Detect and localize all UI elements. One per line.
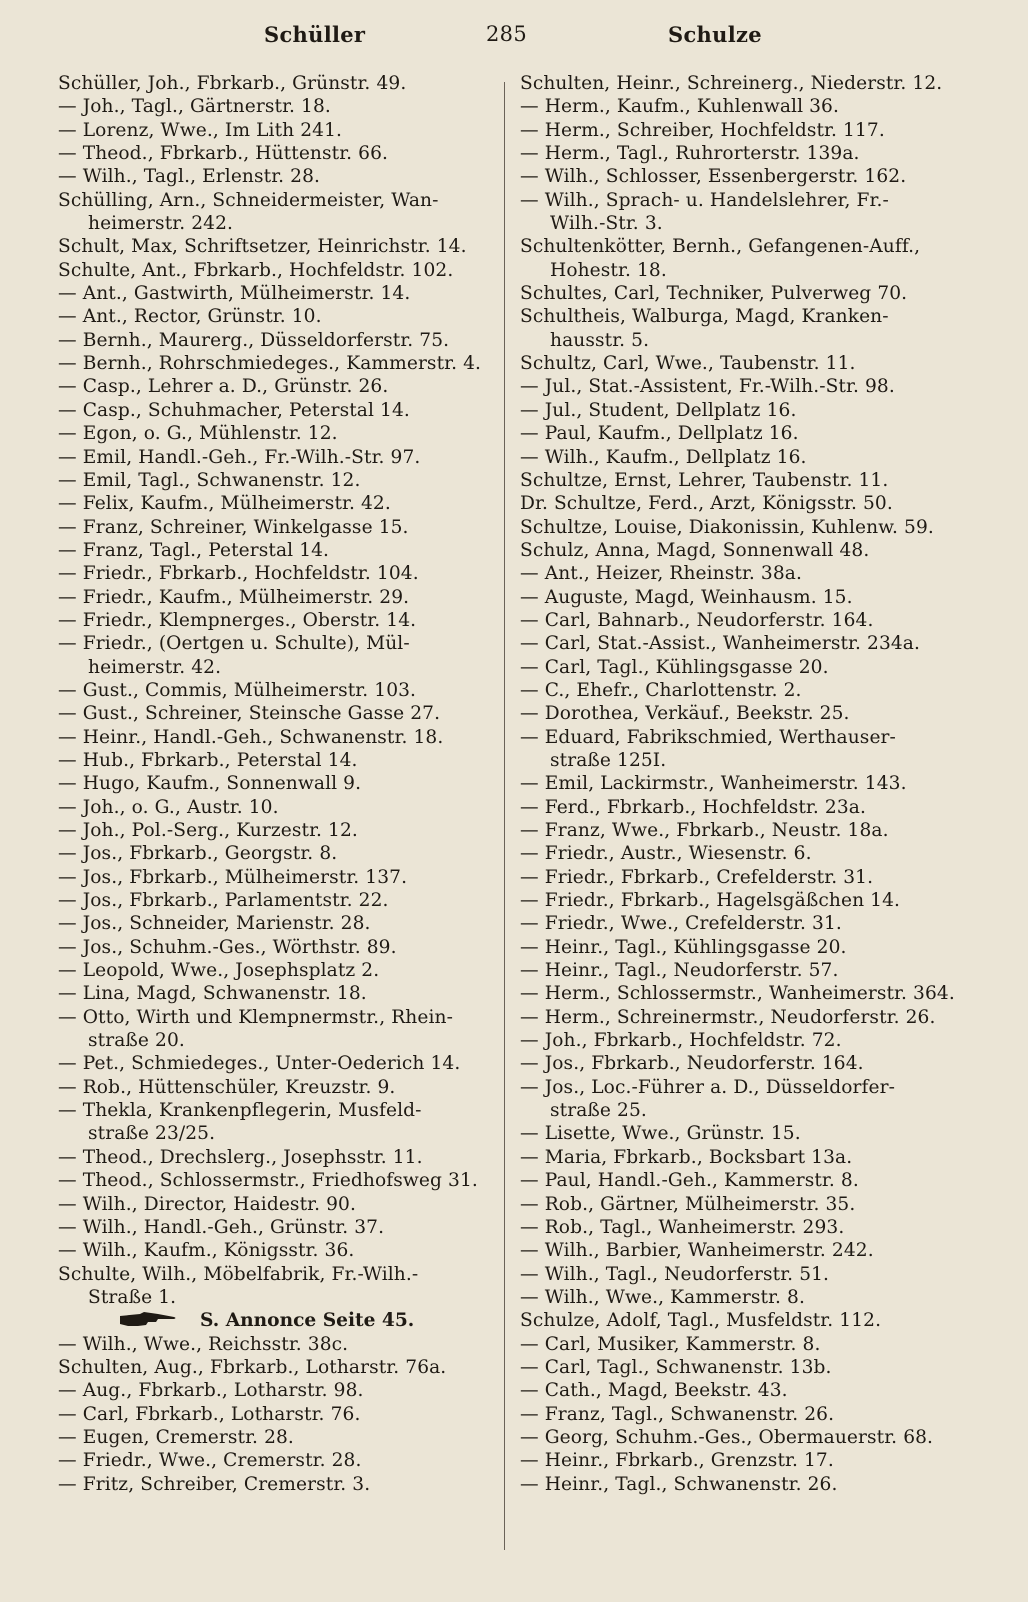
- directory-entry: — Theod., Fbrkarb., Hüttenstr. 66.: [58, 143, 389, 165]
- directory-entry: — Jos., Fbrkarb., Mülheimerstr. 137.: [58, 866, 408, 888]
- directory-entry: — Jos., Fbrkarb., Neudorferstr. 164.: [520, 1053, 864, 1075]
- directory-entry: — Paul, Handl.-Geh., Kammerstr. 8.: [520, 1170, 859, 1192]
- directory-entry: — Jul., Stat.-Assistent, Fr.-Wilh.-Str. 98.: [520, 376, 895, 398]
- directory-entry: — Friedr., Wwe., Crefelderstr. 31.: [520, 913, 842, 935]
- directory-entry: — Rob., Hüttenschüler, Kreuzstr. 9.: [58, 1076, 396, 1098]
- directory-entry-continuation: straße 25.: [550, 1100, 647, 1122]
- directory-entry: — Carl, Tagl., Schwanenstr. 13b.: [520, 1356, 832, 1378]
- directory-entry: — Jos., Fbrkarb., Georgstr. 8.: [58, 843, 338, 865]
- directory-entry: — Friedr., Fbrkarb., Crefelderstr. 31.: [520, 866, 874, 888]
- directory-entry: — Otto, Wirth und Klempnermstr., Rhein-: [58, 1006, 453, 1028]
- directory-entry: — Friedr., Wwe., Cremerstr. 28.: [58, 1450, 362, 1472]
- directory-entry: Schultz, Carl, Wwe., Taubenstr. 11.: [520, 353, 856, 375]
- directory-entry: — Theod., Drechslerg., Josephsstr. 11.: [58, 1146, 423, 1168]
- directory-entry: Schultze, Louise, Diakonissin, Kuhlenw. 59.: [520, 516, 934, 538]
- directory-entry: Schultze, Ernst, Lehrer, Taubenstr. 11.: [520, 469, 889, 491]
- directory-entry: — Wilh., Schlosser, Essenbergerstr. 162.: [520, 166, 907, 188]
- directory-entry: — Casp., Lehrer a. D., Grünstr. 26.: [58, 376, 389, 398]
- directory-entry: — Ant., Heizer, Rheinstr. 38a.: [520, 563, 802, 585]
- directory-entry: — Theod., Schlossermstr., Friedhofsweg 31.: [58, 1170, 478, 1192]
- annonce-text: S. Annonce Seite 45.: [200, 1310, 415, 1332]
- directory-entry: — Ant., Rector, Grünstr. 10.: [58, 306, 322, 328]
- right-column: [520, 72, 980, 1572]
- directory-entry: — Herm., Schlossermstr., Wanheimerstr. 364.: [520, 983, 955, 1005]
- directory-entry: — Egon, o. G., Mühlenstr. 12.: [58, 423, 338, 445]
- directory-entry: — Wilh., Director, Haidestr. 90.: [58, 1193, 356, 1215]
- left-column: [58, 72, 508, 1572]
- page-number: 285: [486, 22, 527, 46]
- directory-entry: — Eduard, Fabrikschmied, Werthauser-: [520, 726, 896, 748]
- page-header: [0, 22, 1028, 62]
- directory-entry: Schultenkötter, Bernh., Gefangenen-Auff.,: [520, 236, 921, 258]
- directory-entry: — Fritz, Schreiber, Cremerstr. 3.: [58, 1473, 371, 1495]
- directory-entry: — Lorenz, Wwe., Im Lith 241.: [58, 119, 343, 141]
- directory-entry: — Wilh., Sprach- u. Handelslehrer, Fr.-: [520, 189, 889, 211]
- directory-entry: — Friedr., (Oertgen u. Schulte), Mül-: [58, 633, 410, 655]
- header-right-keyword: Schulze: [668, 22, 762, 47]
- directory-entry: — Wilh., Tagl., Erlenstr. 28.: [58, 166, 321, 188]
- header-left-keyword: Schüller: [264, 22, 366, 47]
- directory-entry: — Emil, Handl.-Geh., Fr.-Wilh.-Str. 97.: [58, 446, 421, 468]
- directory-entry: Schülling, Arn., Schneidermeister, Wan-: [58, 189, 439, 211]
- directory-entry-continuation: straße 23/25.: [88, 1123, 216, 1145]
- directory-entry: — Paul, Kaufm., Dellplatz 16.: [520, 423, 799, 445]
- directory-entry-continuation: heimerstr. 242.: [88, 213, 234, 235]
- directory-entry: — Aug., Fbrkarb., Lotharstr. 98.: [58, 1380, 364, 1402]
- directory-entry: — Auguste, Magd, Weinhausm. 15.: [520, 586, 853, 608]
- directory-entry-continuation: Straße 1.: [88, 1286, 177, 1308]
- directory-entry: — Friedr., Fbrkarb., Hochfeldstr. 104.: [58, 563, 419, 585]
- directory-entry: — Wilh., Wwe., Kammerstr. 8.: [520, 1286, 806, 1308]
- directory-entry: — Bernh., Rohrschmiedeges., Kammerstr. 4.: [58, 353, 482, 375]
- directory-entry: — C., Ehefr., Charlottenstr. 2.: [520, 679, 802, 701]
- directory-entry: Schulten, Aug., Fbrkarb., Lotharstr. 76a.: [58, 1356, 447, 1378]
- directory-entry-continuation: heimerstr. 42.: [88, 656, 222, 678]
- directory-entry: — Wilh., Wwe., Reichsstr. 38c.: [58, 1333, 349, 1355]
- directory-entry: Schultheis, Walburga, Magd, Kranken-: [520, 306, 889, 328]
- directory-entry: — Carl, Stat.-Assist., Wanheimerstr. 234a.: [520, 633, 921, 655]
- directory-entry: — Wilh., Kaufm., Königsstr. 36.: [58, 1240, 355, 1262]
- directory-entry: Schulze, Adolf, Tagl., Musfeldstr. 112.: [520, 1310, 882, 1332]
- directory-entry: — Emil, Tagl., Schwanenstr. 12.: [58, 469, 361, 491]
- directory-entry: — Rob., Tagl., Wanheimerstr. 293.: [520, 1216, 845, 1238]
- directory-entry: — Leopold, Wwe., Josephsplatz 2.: [58, 960, 380, 982]
- directory-entry: — Franz, Schreiner, Winkelgasse 15.: [58, 516, 409, 538]
- directory-entry: — Joh., Fbrkarb., Hochfeldstr. 72.: [520, 1030, 842, 1052]
- directory-entry: Dr. Schultze, Ferd., Arzt, Königsstr. 50.: [520, 493, 893, 515]
- directory-entry: — Carl, Musiker, Kammerstr. 8.: [520, 1333, 821, 1355]
- directory-entry-continuation: straße 20.: [88, 1030, 185, 1052]
- directory-entry-continuation: Wilh.-Str. 3.: [550, 213, 663, 235]
- directory-entry: — Hugo, Kaufm., Sonnenwall 9.: [58, 773, 362, 795]
- annonce-reference: [58, 1309, 508, 1332]
- directory-entry: Schultes, Carl, Techniker, Pulverweg 70.: [520, 283, 908, 305]
- directory-entry: — Bernh., Maurerg., Düsseldorferstr. 75.: [58, 329, 450, 351]
- directory-entry: — Joh., o. G., Austr. 10.: [58, 796, 279, 818]
- directory-entry: — Casp., Schuhmacher, Peterstal 14.: [58, 399, 410, 421]
- directory-entry: — Cath., Magd, Beekstr. 43.: [520, 1380, 788, 1402]
- directory-entry: — Jos., Loc.-Führer a. D., Düsseldorfer-: [520, 1076, 895, 1098]
- pointing-hand-icon: [118, 1310, 178, 1330]
- directory-entry: — Gust., Schreiner, Steinsche Gasse 27.: [58, 703, 441, 725]
- directory-entry: — Friedr., Austr., Wiesenstr. 6.: [520, 843, 812, 865]
- directory-entry: — Lisette, Wwe., Grünstr. 15.: [520, 1123, 801, 1145]
- directory-entry: Schüller, Joh., Fbrkarb., Grünstr. 49.: [58, 73, 407, 94]
- directory-entry: — Georg, Schuhm.-Ges., Obermauerstr. 68.: [520, 1426, 934, 1448]
- directory-entry: — Herm., Schreiber, Hochfeldstr. 117.: [520, 119, 885, 141]
- directory-entry: — Jos., Schuhm.-Ges., Wörthstr. 89.: [58, 936, 397, 958]
- directory-entry: — Herm., Kaufm., Kuhlenwall 36.: [520, 96, 840, 118]
- directory-entry: — Wilh., Barbier, Wanheimerstr. 242.: [520, 1240, 874, 1262]
- directory-entry: — Pet., Schmiedeges., Unter-Oederich 14.: [58, 1053, 461, 1075]
- directory-entry: — Franz, Tagl., Schwanenstr. 26.: [520, 1403, 835, 1425]
- directory-entry: — Maria, Fbrkarb., Bocksbart 13a.: [520, 1146, 853, 1168]
- directory-entry: — Gust., Commis, Mülheimerstr. 103.: [58, 679, 417, 701]
- directory-entry: — Wilh., Tagl., Neudorferstr. 51.: [520, 1263, 830, 1285]
- directory-entry: — Heinr., Tagl., Schwanenstr. 26.: [520, 1473, 838, 1495]
- directory-entry-continuation: straße 125I.: [550, 749, 667, 771]
- directory-entry: — Carl, Bahnarb., Neudorferstr. 164.: [520, 609, 874, 631]
- directory-entry: — Felix, Kaufm., Mülheimerstr. 42.: [58, 493, 391, 515]
- directory-entry: — Wilh., Kaufm., Dellplatz 16.: [520, 446, 807, 468]
- directory-entry: — Wilh., Handl.-Geh., Grünstr. 37.: [58, 1216, 385, 1238]
- directory-entry: — Herm., Tagl., Ruhrorterstr. 139a.: [520, 143, 860, 165]
- directory-entry: — Ferd., Fbrkarb., Hochfeldstr. 23a.: [520, 796, 866, 818]
- directory-entry: — Thekla, Krankenpflegerin, Musfeld-: [58, 1100, 422, 1122]
- directory-entry: — Joh., Pol.-Serg., Kurzestr. 12.: [58, 820, 358, 841]
- directory-entry: Schulte, Ant., Fbrkarb., Hochfeldstr. 102.: [58, 259, 454, 281]
- directory-entry: — Carl, Tagl., Kühlingsgasse 20.: [520, 656, 829, 678]
- directory-entry: — Herm., Schreinermstr., Neudorferstr. 26.: [520, 1006, 936, 1028]
- directory-entry: — Jul., Student, Dellplatz 16.: [520, 399, 797, 421]
- directory-entry: — Hub., Fbrkarb., Peterstal 14.: [58, 749, 358, 771]
- directory-entry: — Lina, Magd, Schwanenstr. 18.: [58, 983, 367, 1005]
- directory-entry: — Emil, Lackirmstr., Wanheimerstr. 143.: [520, 773, 907, 795]
- directory-entry: — Joh., Tagl., Gärtnerstr. 18.: [58, 96, 331, 118]
- directory-entry: — Heinr., Handl.-Geh., Schwanenstr. 18.: [58, 726, 444, 748]
- directory-entry: — Heinr., Fbrkarb., Grenzstr. 17.: [520, 1450, 834, 1472]
- directory-entry: — Ant., Gastwirth, Mülheimerstr. 14.: [58, 283, 411, 305]
- directory-entry: — Friedr., Kaufm., Mülheimerstr. 29.: [58, 586, 410, 608]
- directory-entry: — Friedr., Fbrkarb., Hagelsgäßchen 14.: [520, 890, 901, 912]
- directory-entry: — Franz, Tagl., Peterstal 14.: [58, 539, 330, 561]
- directory-entry: — Heinr., Tagl., Neudorferstr. 57.: [520, 960, 839, 982]
- directory-entry: — Heinr., Tagl., Kühlingsgasse 20.: [520, 936, 847, 958]
- directory-entry: Schulz, Anna, Magd, Sonnenwall 48.: [520, 539, 870, 561]
- directory-entry: — Eugen, Cremerstr. 28.: [58, 1426, 294, 1448]
- directory-entry: — Rob., Gärtner, Mülheimerstr. 35.: [520, 1193, 856, 1215]
- directory-entry: Schulte, Wilh., Möbelfabrik, Fr.-Wilh.-: [58, 1263, 419, 1285]
- directory-entry: Schulten, Heinr., Schreinerg., Niederstr. 12.: [520, 73, 943, 94]
- directory-entry-continuation: Hohestr. 18.: [550, 259, 667, 281]
- directory-entry: — Jos., Fbrkarb., Parlamentstr. 22.: [58, 890, 389, 912]
- directory-entry: — Jos., Schneider, Marienstr. 28.: [58, 913, 371, 935]
- column-divider: [504, 82, 505, 1550]
- directory-entry: — Carl, Fbrkarb., Lotharstr. 76.: [58, 1403, 361, 1425]
- directory-entry-continuation: hausstr. 5.: [550, 329, 650, 351]
- directory-entry: Schult, Max, Schriftsetzer, Heinrichstr. 14.: [58, 236, 467, 258]
- directory-entry: — Franz, Wwe., Fbrkarb., Neustr. 18a.: [520, 820, 889, 841]
- directory-entry: — Friedr., Klempnerges., Oberstr. 14.: [58, 609, 417, 631]
- directory-entry: — Dorothea, Verkäuf., Beekstr. 25.: [520, 703, 850, 725]
